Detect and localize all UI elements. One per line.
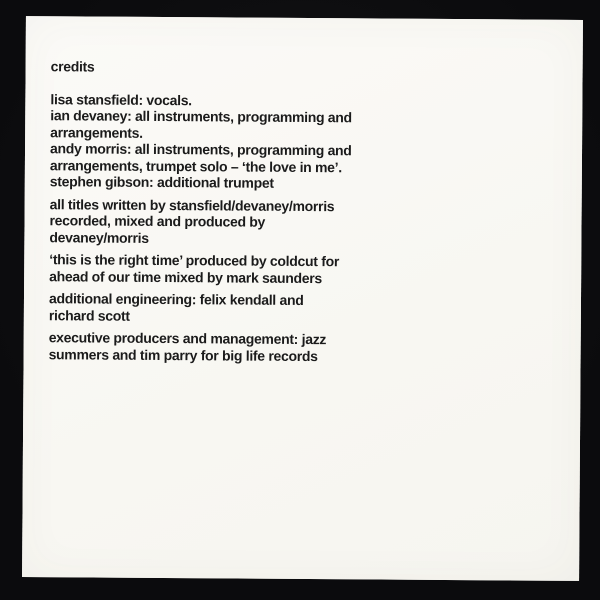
booklet-page — [22, 16, 583, 581]
writing-production-credits: all titles written by stansfield/devaney/morris recorded, mixed and produced by devaney/morris — [49, 195, 335, 246]
credits-heading: credits — [50, 58, 95, 75]
engineering-credits: additional engineering: felix kendall and richard scott — [48, 290, 304, 324]
executive-producers-credits: executive producers and management: jazz summers and tim parry for big life records — [48, 329, 327, 364]
performers-credits: lisa stansfield: vocals. ian devaney: all instruments, programming and arrangements. andy morris: all instruments, programming and arrangements, trumpet solo – ‘the love in me’. stephen gibson: additional trumpet — [49, 90, 352, 191]
coldcut-production-credits: ‘this is the right time’ produced by coldcut for ahead of our time mixed by mark saunders — [49, 251, 340, 286]
credits-content — [24, 16, 583, 366]
